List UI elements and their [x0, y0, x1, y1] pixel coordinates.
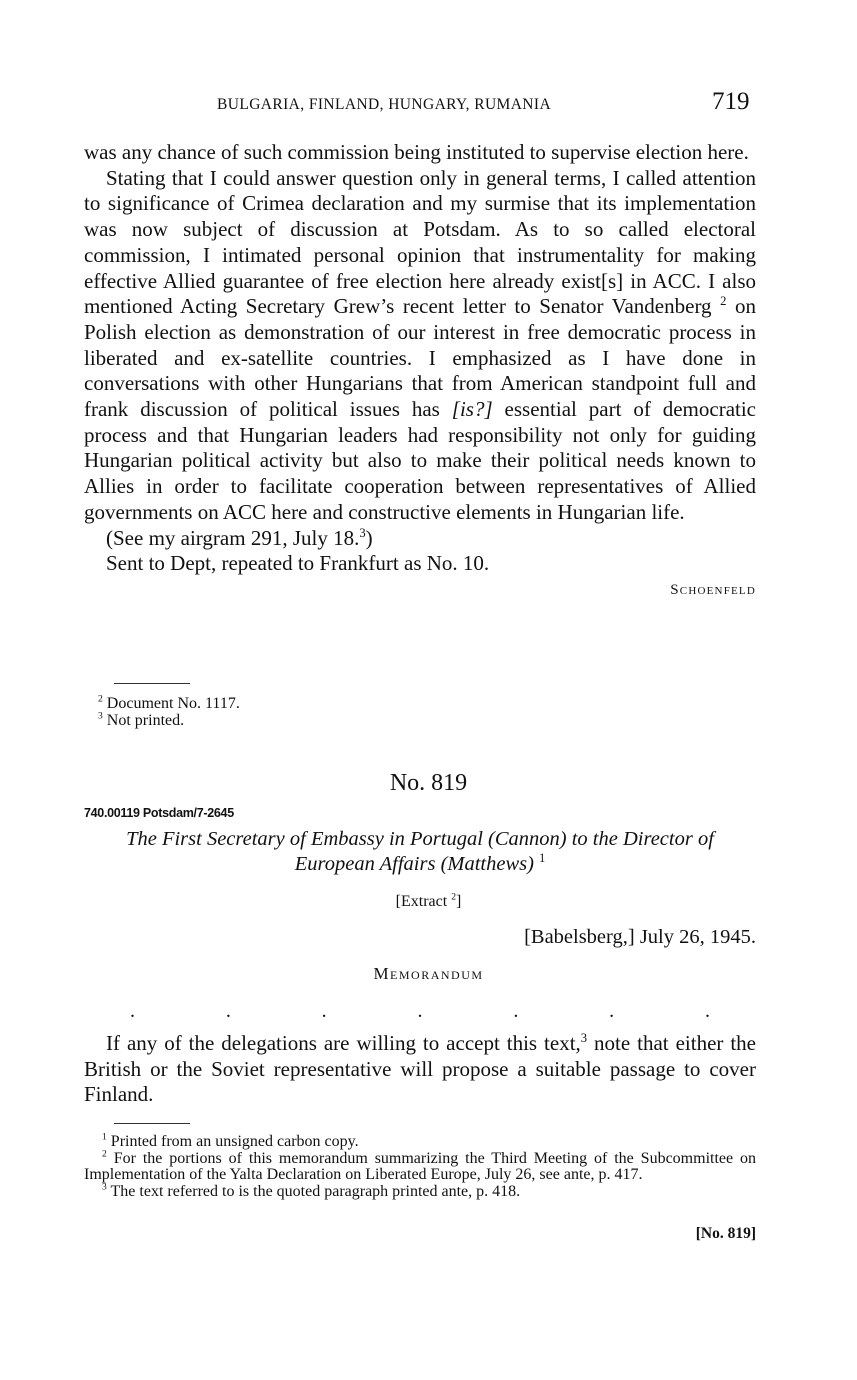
footnote: $^1$ Printed from an unsigned carbon copy.	[102, 1131, 359, 1150]
footnote: $^3$ Not printed.	[98, 710, 185, 729]
telegram-body	[84, 140, 756, 604]
memo-heading: Memorandum	[373, 964, 484, 983]
telegram-paragraph-4: Sent to Dept, repeated to Frankfurt as No. 10.	[106, 551, 490, 576]
page-number: 719	[712, 88, 750, 115]
signature: Schoenfeld	[670, 581, 756, 598]
footnotes-top	[98, 693, 756, 729]
footnote-ref: 2	[451, 891, 456, 903]
footnote: $^3$ The text referred to is the quoted paragraph printed ante, p. 418.	[102, 1181, 521, 1200]
telegram-paragraph-2: Stating that I could answer question only in general terms, I called attention to significance of Crimea declaration and my surmise that its implementation was now subject of discussion at Potsdam. As to so called electoral commission, I intimated personal opinion that instrumentality for making effective Allied guarantee of free election here already exist[s] in ACC. I also mentioned Acting Secretary Grew’s recent letter to Senator Vandenberg $^2$ on Polish election as demonstration of our interest in free democratic process in liberated and ex-satellite countries. I emphasized as I have done in conversations with other Hungarians that from American standpoint full and frank discussion of political issues has [is?] essential part of democratic process and that Hungarian leaders had responsibility not only for guiding Hungarian political activity but also to make their political needs known to Allies in order to facilitate cooperation between representatives of Allied governments on ACC here and constructive elements in Hungarian life.	[84, 165, 757, 524]
telegram-paragraph-1: was any chance of such commission being instituted to supervise election here.	[84, 140, 749, 164]
footnote-ref: 3	[580, 1031, 588, 1045]
memo-body	[84, 1031, 756, 1108]
extract-note: [Extract $^2$]	[395, 891, 462, 910]
footnotes-bottom	[84, 1131, 757, 1200]
footnote-ref: 2	[720, 294, 727, 309]
document-title: The First Secretary of Embassy in Portugal (Cannon) to the Director of European Affairs (Matthews) $^1$	[126, 828, 714, 875]
document-tag: [No. 819]	[695, 1225, 756, 1242]
footnote-ref: 1	[539, 851, 546, 866]
editorial-insertion: [is?]	[451, 397, 493, 422]
footnote: $^2$ For the portions of this memorandum summarizing the Third Meeting of the Subcommittee on Implementation of the Yalta Declaration on Liberated Europe, July 26, see ante, p. 417.	[84, 1148, 757, 1183]
omission-ellipsis: . . . . . . .	[130, 1000, 710, 1022]
footnote-divider	[114, 1123, 190, 1124]
memo-paragraph: If any of the delegations are willing to accept this text,$^3$ note that either the British or the Soviet representative will propose a suitable passage to cover Finland.	[84, 1031, 757, 1107]
running-title: BULGARIA, FINLAND, HUNGARY, RUMANIA	[217, 96, 552, 113]
footnote: $^2$ Document No. 1117.	[98, 693, 240, 712]
footnote-ref: 3	[359, 525, 366, 540]
footnote-divider	[114, 683, 190, 684]
dateline: [Babelsberg,] July 26, 1945.	[524, 926, 756, 948]
telegram-paragraph-3: (See my airgram 291, July 18.$^3$)	[106, 525, 373, 550]
document-number: No. 819	[389, 770, 468, 796]
file-number: 740.00119 Potsdam/7-2645	[84, 806, 234, 820]
